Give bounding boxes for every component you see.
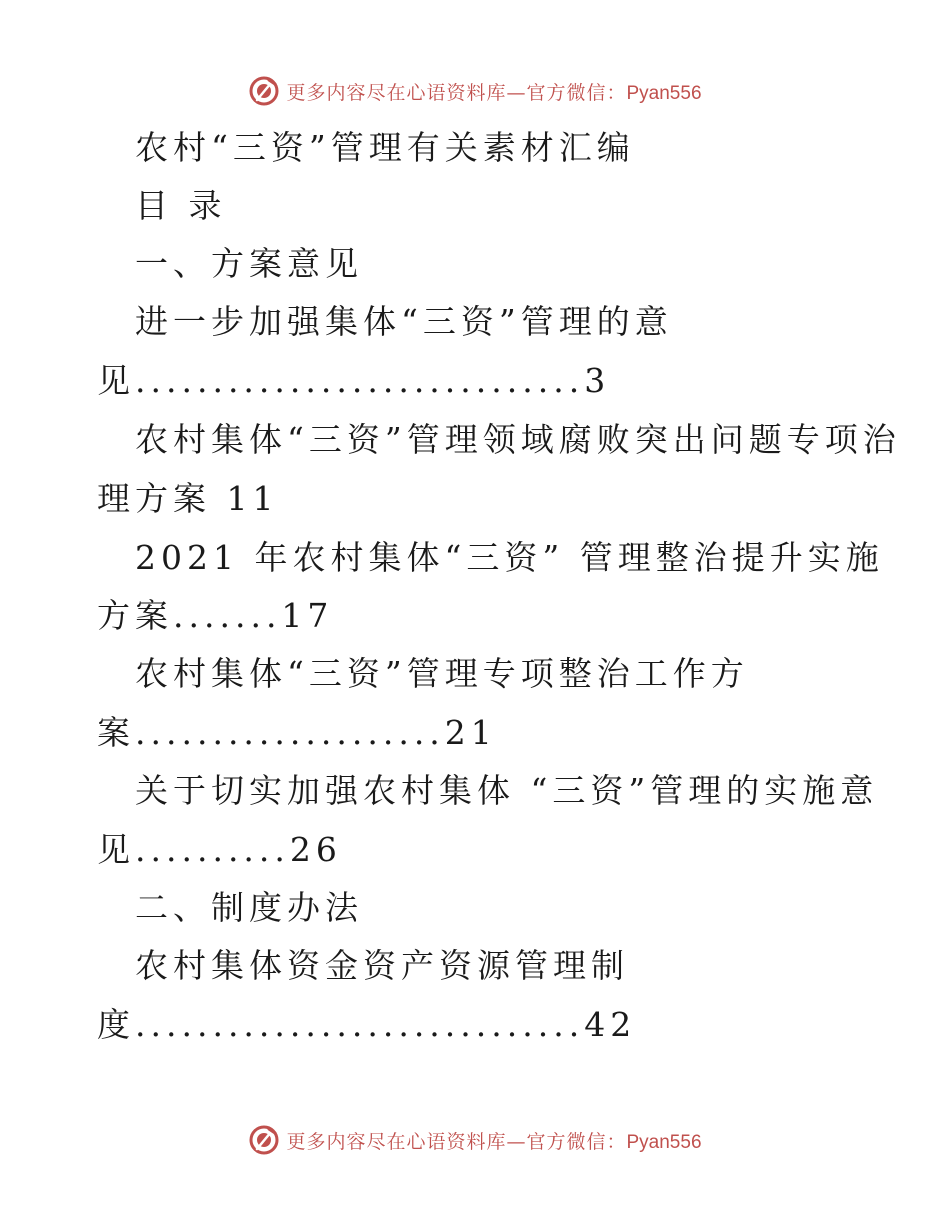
toc-entry-page: 见..........26: [97, 830, 342, 869]
footer-watermark: [0, 1120, 950, 1160]
toc-heading: 目 录: [135, 186, 227, 225]
toc-entry-title: 2021 年农村集体“三资” 管理整治提升实施: [135, 538, 884, 577]
toc-entry-page: 见.............................3: [97, 361, 611, 400]
watermark-text: 更多内容尽在心语资料库—官方微信：Pyan556: [286, 1130, 702, 1153]
pen-seal-icon: [248, 75, 280, 107]
section-heading: 一、方案意见: [135, 244, 363, 283]
toc-entry-title: 农村集体资金资产资源管理制: [135, 946, 629, 985]
toc-entry-page: 方案.......17: [97, 596, 334, 635]
toc-entry-page: 度.............................42: [97, 1005, 637, 1044]
toc-entry-title: 进一步加强集体“三资”管理的意: [135, 302, 673, 341]
section-heading: 二、制度办法: [135, 888, 363, 927]
document-title: 农村“三资”管理有关素材汇编: [135, 128, 635, 167]
toc-entry-title: 农村集体“三资”管理专项整治工作方: [135, 654, 749, 693]
header-watermark: [0, 71, 950, 111]
toc-entry-title: 关于切实加强农村集体 “三资”管理的实施意: [135, 771, 879, 810]
toc-entry-title: 农村集体“三资”管理领域腐败突出问题专项治: [135, 420, 901, 459]
toc-entry-page: 理方案 11: [97, 479, 279, 518]
pen-seal-icon: [248, 1124, 280, 1156]
toc-entry-page: 案....................21: [97, 713, 497, 752]
watermark-text: 更多内容尽在心语资料库—官方微信：Pyan556: [286, 81, 702, 104]
